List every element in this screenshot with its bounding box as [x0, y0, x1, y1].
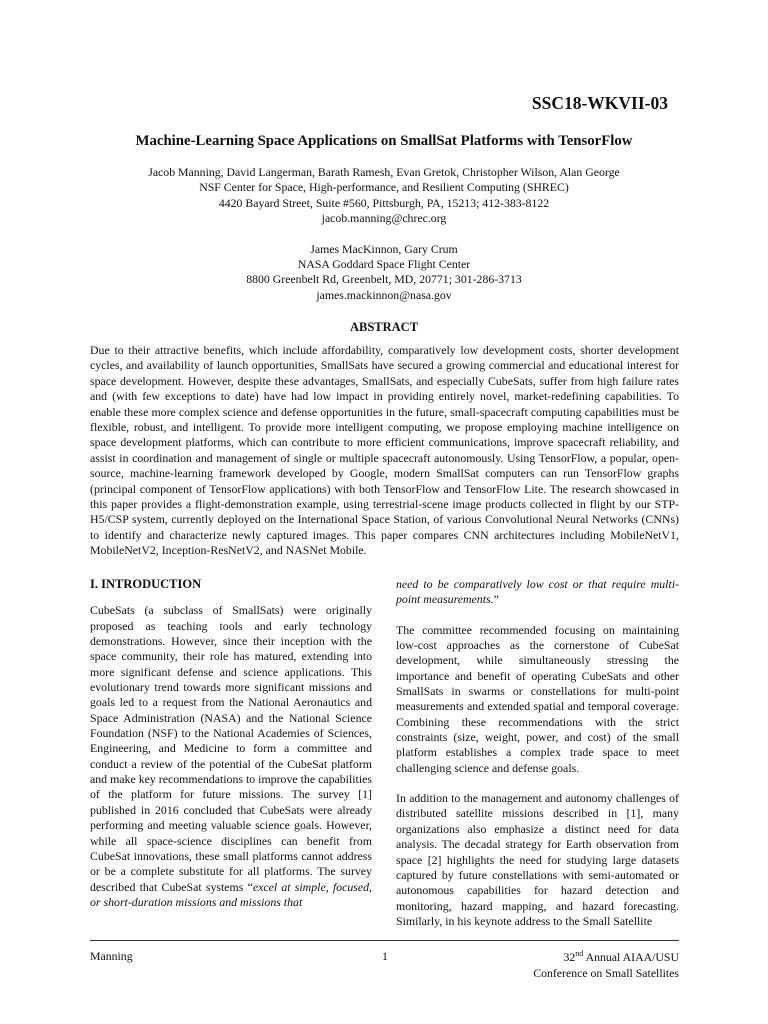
intro-paragraph-2: The committee recommended focusing on maintaining low-cost approaches as the cornerstone of CubeSat development, while simultaneously stressing the importance and benefit of operating CubeSats and other SmallSats in swarms or constellations for multi-point measurements and extended spatial and temporal coverage. Combining these recommendations with the strict constraints (size, weight, power, and cost) of the small platform establishes a complex trade space to meet challenging science and defense goals.: [396, 622, 679, 775]
conference-annual: Annual AIAA/USU: [583, 949, 679, 964]
intro-paragraph-3: In addition to the management and autonomy challenges of distributed satellite missions described in [1], many organizations also emphasize a distinct need for data analysis. The decadal strategy for Earth observation from space [2] highlights the need for studying large datasets captured by future constellations with semi-automated or autonomous capabilities for hazard detection and monitoring, hazard mapping, and hazard forecasting. Similarly, in his keynote address to the Small Satellite: [396, 791, 679, 928]
survey-quote-end: need to be comparatively low cost or that require multi-point measurements.: [396, 577, 679, 607]
abstract-text: Due to their attractive benefits, which include affordability, comparatively low development costs, shorter development cycles, and availability of launch opportunities, SmallSats have secured a growing commercial and educational interest for space development. However, despite these advantages, SmallSats, and especially CubeSats, suffer from high failure rates and (with few exceptions to date) have had low impact in providing entirely novel, market-redefining capabilities. To enable these more complex science and defense opportunities in the future, small-spacecraft computing capabilities must be flexible, robust, and intelligent. To provide more intelligent computing, we propose employing machine intelligence on space development platforms, which can contribute to more efficient communications, improve spacecraft reliability, and assist in coordination and management of single or multiple spacecraft autonomously. Using TensorFlow, a popular, open-source, machine-learning framework developed by Google, modern SmallSat computers can run TensorFlow graphs (principal component of TensorFlow applications) with both TensorFlow and TensorFlow Lite. The research showcased in this paper provides a flight-demonstration example, using terrestrial-scene image products collected in flight by our STP-H5/CSP system, currently deployed on the International Space Station, of various Convolutional Neural Networks (CNNs) to identify and characterize newly captured images. This paper compares CNN architectures including MobileNetV1, MobileNetV2, Inception-ResNetV2, and NASNet Mobile.: [90, 343, 679, 558]
author-gap: [0, 227, 768, 242]
address-2: 8800 Greenbelt Rd, Greenbelt, MD, 20771; 301-286-3713: [246, 272, 522, 287]
author-block: [0, 165, 768, 303]
conference-line-2: Conference on Small Satellites: [533, 965, 679, 980]
footer-author: Manning: [90, 949, 133, 963]
conference-number: 32: [563, 949, 576, 964]
affiliation-1: NSF Center for Space, High-performance, and Resilient Computing (SHREC): [199, 180, 569, 195]
left-column: [90, 577, 372, 910]
affiliation-2: NASA Goddard Space Flight Center: [297, 257, 471, 272]
author-names-2: James MacKinnon, Gary Crum: [310, 241, 458, 256]
footer-rule: [90, 940, 679, 941]
footer-conference: [533, 946, 679, 981]
conference-ordinal: nd: [575, 949, 584, 958]
intro-paragraph-1-cont: [396, 577, 679, 608]
survey-quote-start: excel at simple, focused, or short-duration missions and missions that: [90, 879, 372, 909]
intro-paragraph-1-text: CubeSats (a subclass of SmallSats) were originally proposed as teaching tools and early technology demonstrations. However, since their inception with the space community, their role has matured, extending into more significant defense and science applications. This evolutionary trend towards more significant missions and goals led to a request from the National Aeronautics and Space Administration (NASA) and the National Science Foundation (NSF) to the National Academies of Sciences, Engineering, and Medicine to form a committee and conduct a review of the potential of the CubeSat platform and make key recommendations to improve the capabilities of the platform for future missions. The survey [1] published in 2016 concluded that CubeSats were already performing and meeting valuable science goals. However, while all space-science disciplines can benefit from CubeSat innovations, these small platforms cannot address or be a complete substitute for all platforms. The survey described that CubeSat systems “: [90, 603, 372, 894]
email-1: jacob.manning@chrec.org: [321, 211, 447, 226]
email-2: james.mackinnon@nasa.gov: [316, 287, 452, 302]
right-column: [396, 577, 679, 929]
address-1: 4420 Bayard Street, Suite #560, Pittsburgh, PA, 15213; 412-383-8122: [218, 195, 550, 210]
quote-close: ”: [493, 592, 499, 607]
introduction-heading: I. INTRODUCTION: [90, 577, 202, 591]
paper-id: SSC18-WKVII-03: [531, 93, 668, 113]
author-names-1: Jacob Manning, David Langerman, Barath Ramesh, Evan Gretok, Christopher Wilson, Alan George: [148, 165, 620, 179]
abstract-heading: ABSTRACT: [349, 320, 419, 334]
page-number: 1: [382, 949, 388, 963]
paper-title: Machine-Learning Space Applications on SmallSat Platforms with TensorFlow: [135, 133, 633, 149]
conference-line-1: [533, 946, 679, 965]
intro-paragraph-1: [90, 603, 372, 910]
